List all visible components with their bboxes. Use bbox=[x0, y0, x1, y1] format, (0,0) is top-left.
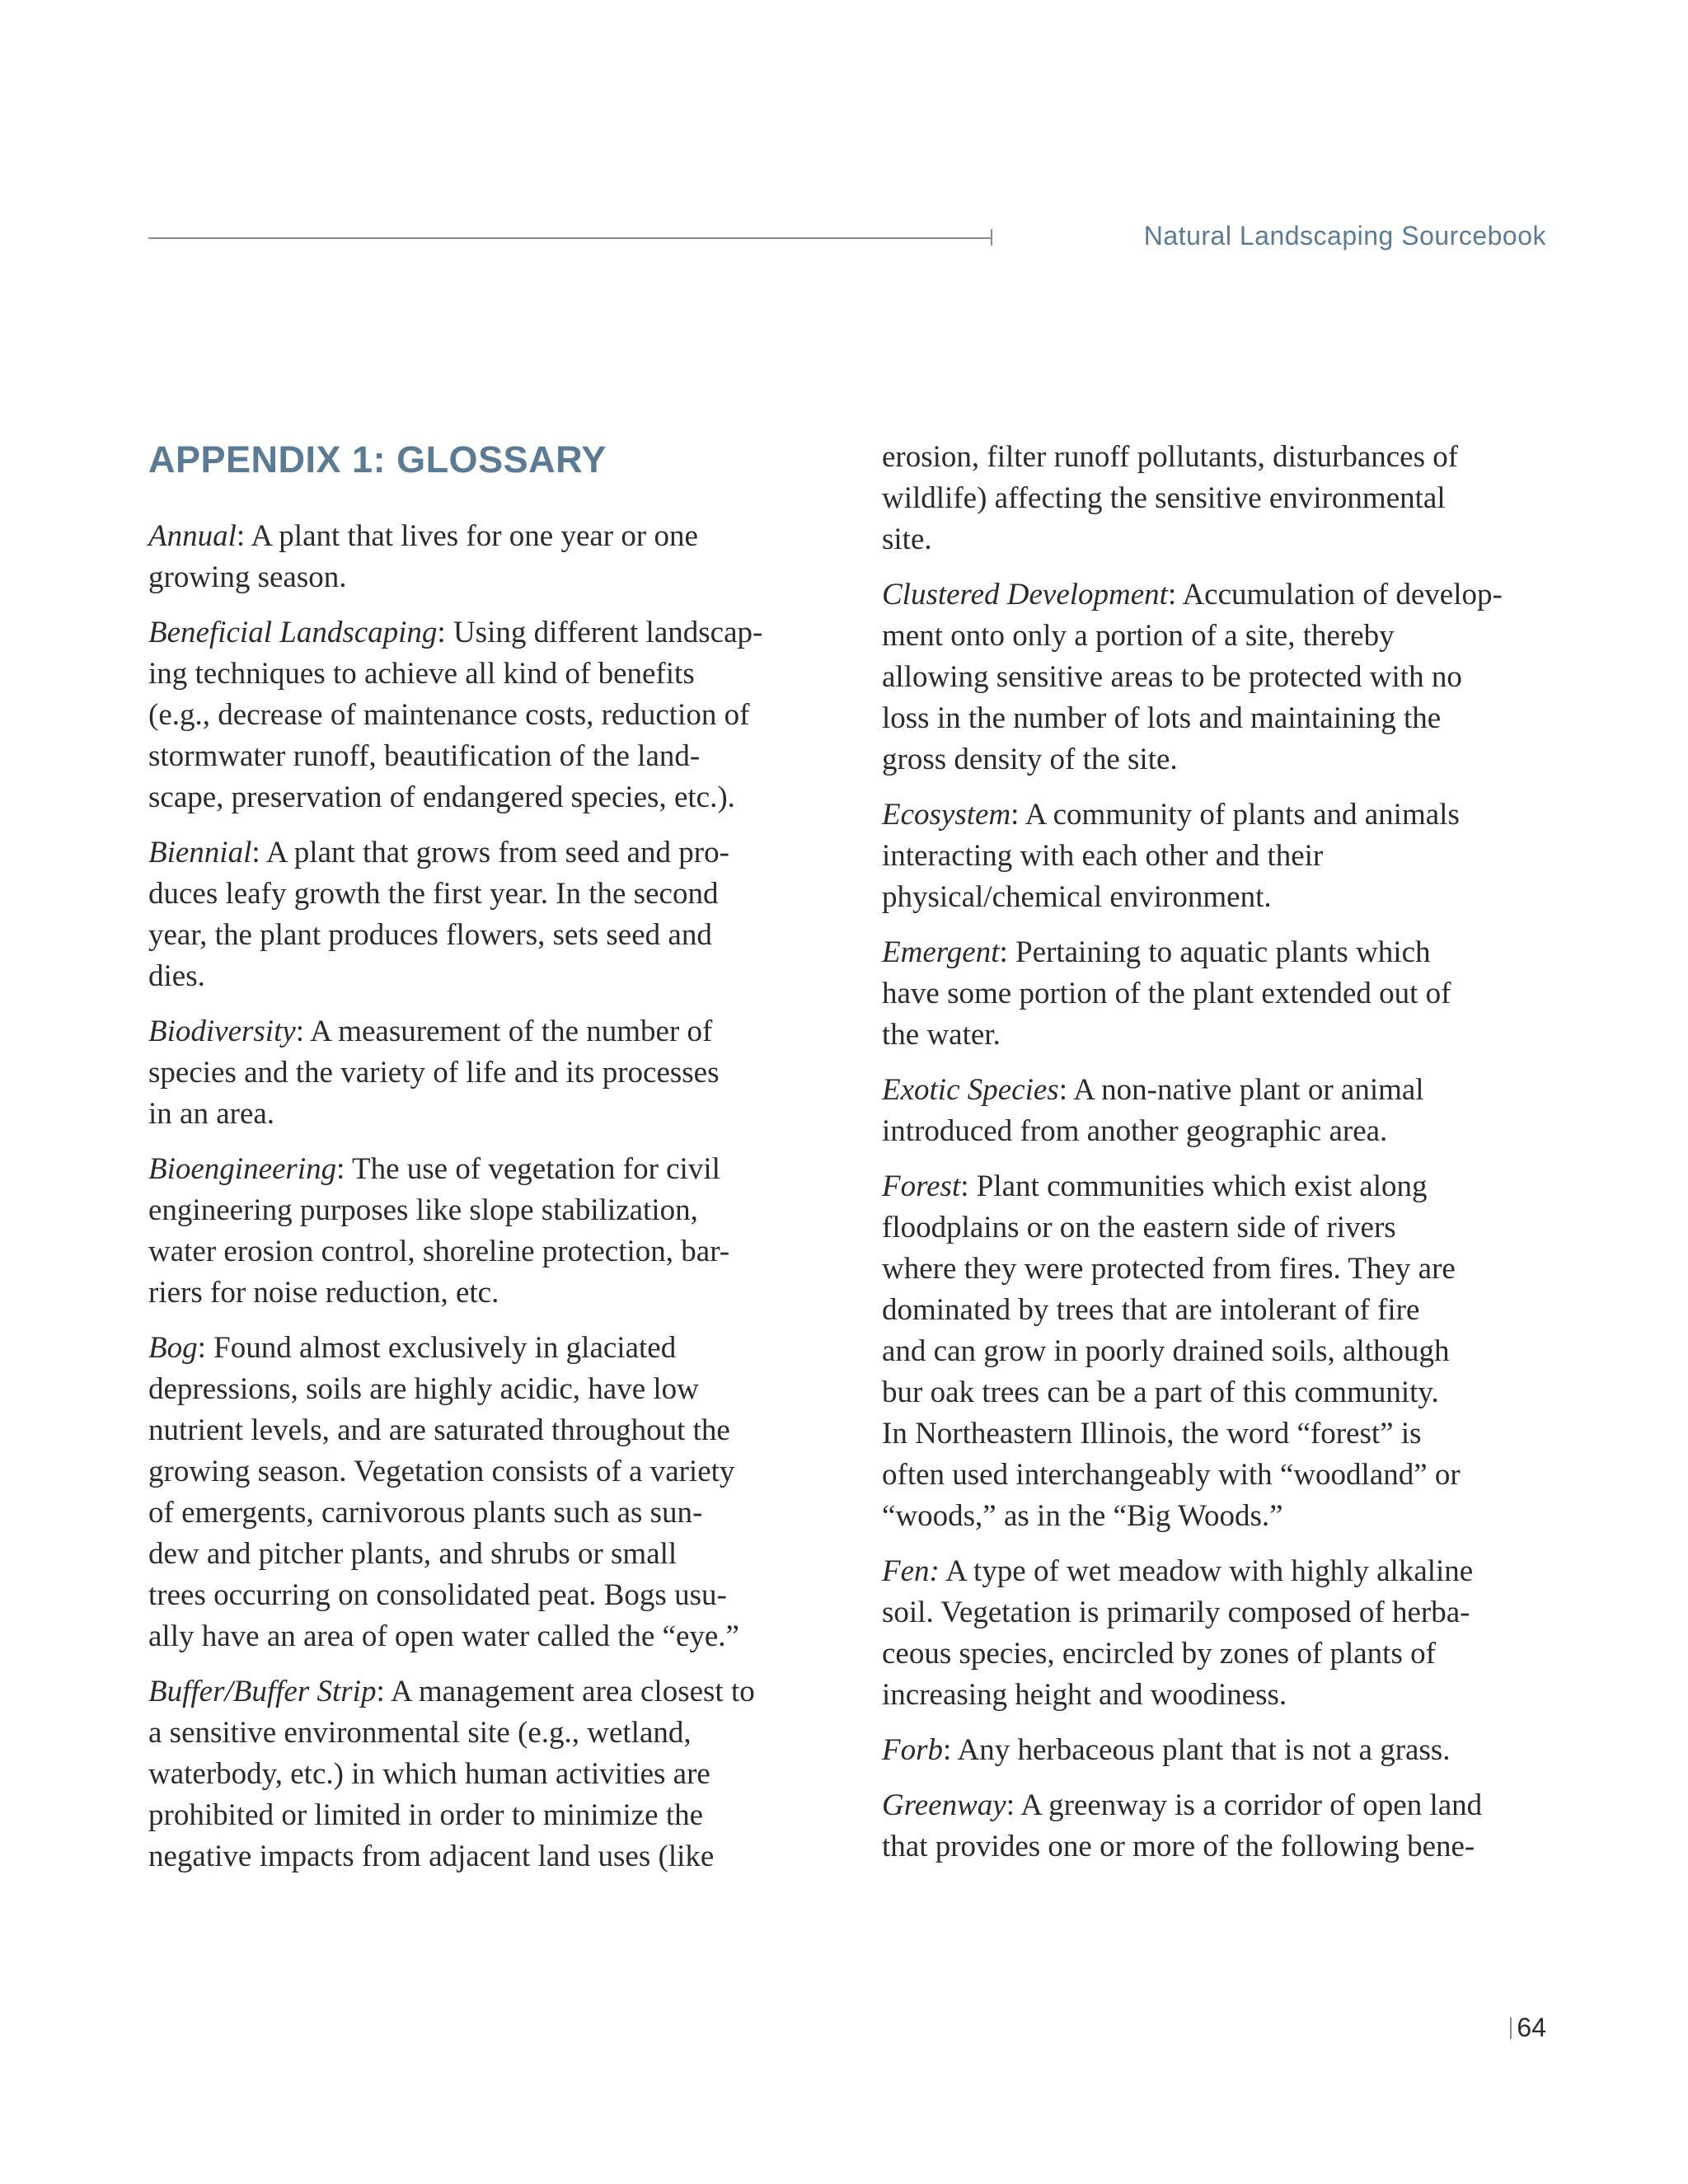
glossary-term: Forest bbox=[882, 1169, 961, 1203]
glossary-entry bbox=[882, 1070, 1541, 1152]
glossary-entry bbox=[148, 1149, 808, 1314]
glossary-definition: : Any herbaceous plant that is not a grass. bbox=[943, 1733, 1451, 1767]
glossary-term: Beneficial Landscaping bbox=[148, 616, 438, 649]
glossary-entry bbox=[882, 437, 1541, 560]
glossary-entry bbox=[148, 1011, 808, 1135]
glossary-definition: : Pertaining to aquatic plants which have some portion of the plant extended out of the water. bbox=[882, 935, 1451, 1052]
page-number-value: 64 bbox=[1517, 2013, 1546, 2042]
glossary-entry bbox=[148, 1328, 808, 1657]
right-column-entries bbox=[882, 437, 1541, 1868]
glossary-definition: : A greenway is a corridor of open land that provides one or more of the following bene- bbox=[882, 1788, 1483, 1863]
glossary-definition: : Using different landscap- ing techniques to achieve all kind of benefits (e.g., decrease of maintenance costs, reduction of stormwater runoff, beautification of the land- scape, preservation of endangered species, etc.). bbox=[148, 616, 763, 814]
glossary-definition: : A measurement of the number of species and the variety of life and its processes in an area. bbox=[148, 1015, 720, 1131]
glossary-entry bbox=[882, 1166, 1541, 1537]
glossary-term: Annual bbox=[148, 519, 237, 553]
glossary-term: Exotic Species bbox=[882, 1073, 1059, 1107]
right-column bbox=[882, 437, 1541, 1882]
glossary-term: Biennial bbox=[148, 836, 252, 869]
glossary-term: Biodiversity bbox=[148, 1015, 296, 1048]
glossary-entry bbox=[882, 794, 1541, 918]
glossary-entry bbox=[882, 932, 1541, 1056]
running-title: Natural Landscaping Sourcebook bbox=[1143, 221, 1546, 251]
glossary-definition: : The use of vegetation for civil engineering purposes like slope stabilization, water erosion control, shoreline protection, bar- riers for noise reduction, etc. bbox=[148, 1152, 730, 1310]
glossary-definition: : A non-native plant or animal introduced from another geographic area. bbox=[882, 1073, 1424, 1148]
glossary-definition: erosion, filter runoff pollutants, disturbances of wildlife) affecting the sensitive environmental site. bbox=[882, 440, 1459, 556]
glossary-entry bbox=[148, 612, 808, 818]
glossary-entry bbox=[882, 1730, 1541, 1771]
glossary-entry bbox=[148, 1671, 808, 1877]
left-column-entries bbox=[148, 516, 808, 1877]
left-column bbox=[148, 437, 808, 1891]
page-number-bar bbox=[1510, 2018, 1512, 2039]
glossary-term: Buffer/Buffer Strip bbox=[148, 1675, 377, 1708]
header-rule bbox=[148, 237, 992, 239]
glossary-definition: : Plant communities which exist along floodplains or on the eastern side of rivers where they were protected from fires. They are dominated by trees that are intolerant of fire and can grow in poorly drained soils, although bur oak trees can be a part of this community. In Northeastern Illinois, the word “forest” is often used interchangeably with “woodland” or “woods,” as in the “Big Woods.” bbox=[882, 1169, 1461, 1533]
glossary-term: Greenway bbox=[882, 1788, 1006, 1822]
glossary-definition: : A community of plants and animals interacting with each other and their physical/chemical environment. bbox=[882, 798, 1460, 914]
glossary-definition: A type of wet meadow with highly alkaline soil. Vegetation is primarily composed of herba- ceous species, encircled by zones of plants of increasing height and woodiness. bbox=[882, 1554, 1474, 1712]
glossary-definition: : Accumulation of develop- ment onto only a portion of a site, thereby allowing sensitive areas to be protected with no loss in the number of lots and maintaining the gross density of the site. bbox=[882, 578, 1503, 776]
glossary-term: Clustered Development bbox=[882, 578, 1168, 612]
glossary-term: Emergent bbox=[882, 935, 1000, 969]
glossary-definition: : A plant that grows from seed and pro- duces leafy growth the first year. In the second year, the plant produces flowers, sets seed and dies. bbox=[148, 836, 729, 993]
glossary-term: Bog bbox=[148, 1331, 198, 1365]
glossary-term: Forb bbox=[882, 1733, 943, 1767]
glossary-definition: : A management area closest to a sensitive environmental site (e.g., wetland, waterbody, etc.) in which human activities are prohibited or limited in order to minimize the negative impacts from adjacent land uses (like bbox=[148, 1675, 755, 1873]
page-number bbox=[1510, 2013, 1546, 2043]
glossary-definition: : Found almost exclusively in glaciated depressions, soils are highly acidic, have low nutrient levels, and are saturated throughout the growing season. Vegetation consists of a variety of emergents, carnivorous plants such as sun- dew and pitcher plants, and shrubs or small trees occurring on consolidated peat. Bogs usu- ally have an area of open water called the “eye.” bbox=[148, 1331, 739, 1653]
glossary-definition: : A plant that lives for one year or one growing season. bbox=[148, 519, 698, 594]
glossary-entry bbox=[148, 832, 808, 997]
glossary-entry bbox=[148, 516, 808, 598]
glossary-term: Bioengineering bbox=[148, 1152, 337, 1186]
page-heading: APPENDIX 1: GLOSSARY bbox=[148, 438, 607, 480]
glossary-entry bbox=[882, 1785, 1541, 1868]
glossary-term: Ecosystem bbox=[882, 798, 1011, 832]
header-rule-end-tick bbox=[991, 229, 992, 246]
glossary-entry bbox=[882, 574, 1541, 780]
glossary-entry bbox=[882, 1551, 1541, 1716]
glossary-term: Fen: bbox=[882, 1554, 940, 1588]
